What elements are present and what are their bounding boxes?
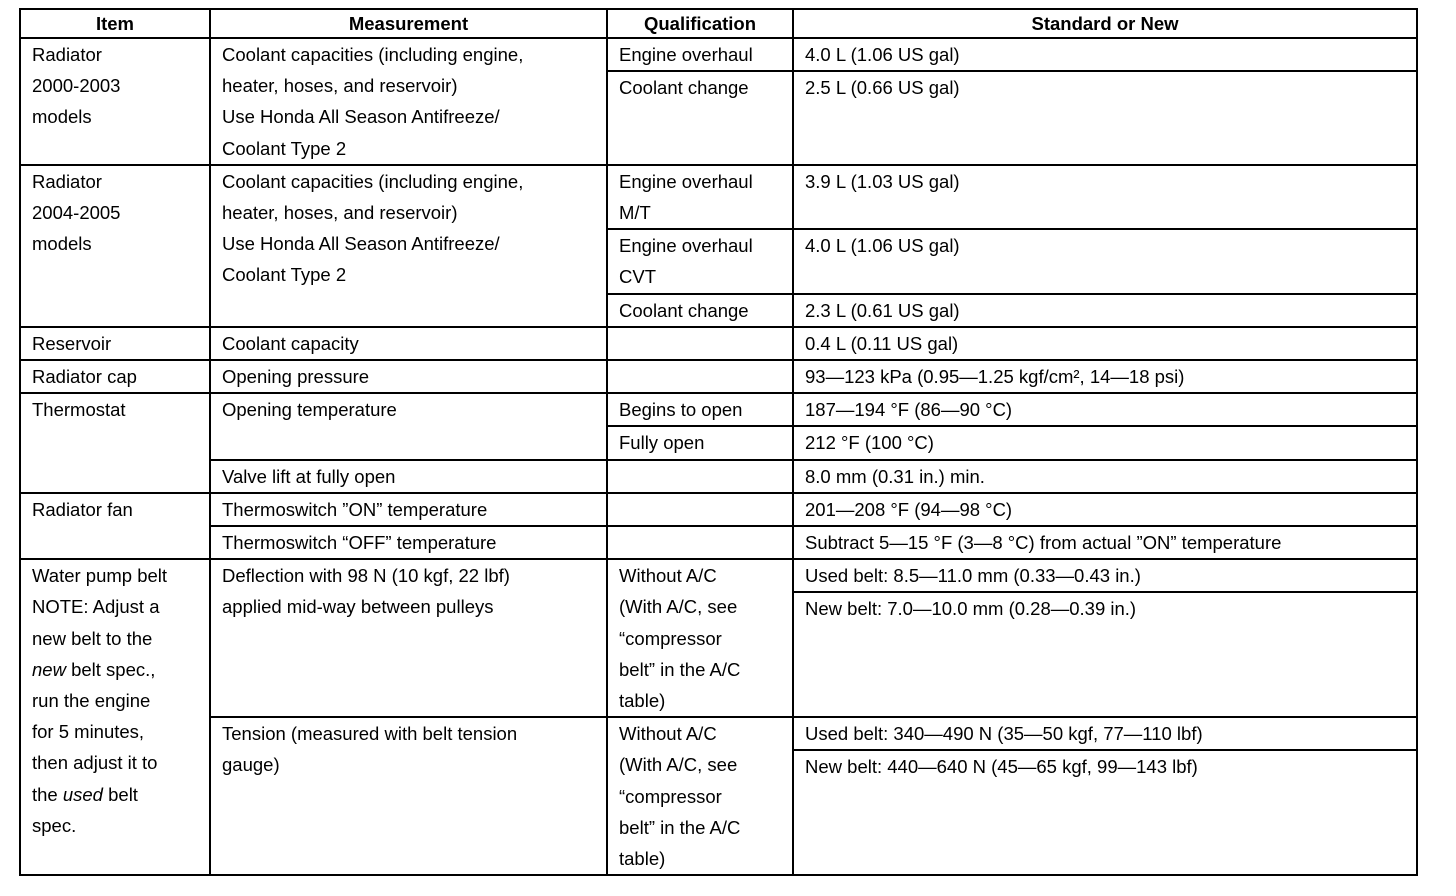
qualification-cell — [607, 460, 793, 493]
value-cell: New belt: 440—640 N (45—65 kgf, 99—143 lbf) — [793, 750, 1417, 875]
value-cell: 187—194 °F (86—90 °C) — [793, 393, 1417, 426]
qualification-cell — [607, 360, 793, 393]
measurement-cell: Coolant capacities (including engine, heater, hoses, and reservoir) Use Honda All Season Antifreeze/ Coolant Type 2 — [210, 165, 607, 327]
table-row — [20, 717, 1417, 750]
measurement-cell: Opening temperature — [210, 393, 607, 459]
measurement-cell: Thermoswitch ”ON” temperature — [210, 493, 607, 526]
item-cell: Radiator 2004-2005 models — [20, 165, 210, 327]
qualification-cell — [607, 493, 793, 526]
value-cell: Used belt: 340—490 N (35—50 kgf, 77—110 lbf) — [793, 717, 1417, 750]
qualification-cell: Engine overhaul — [607, 38, 793, 71]
qualification-cell: Engine overhaul M/T — [607, 165, 793, 229]
value-cell: New belt: 7.0—10.0 mm (0.28—0.39 in.) — [793, 592, 1417, 717]
header-measurement: Measurement — [210, 9, 607, 38]
header-qualification: Qualification — [607, 9, 793, 38]
table-row — [20, 460, 1417, 493]
table-row — [20, 38, 1417, 71]
qualification-cell: Coolant change — [607, 71, 793, 165]
item-cell: Thermostat — [20, 393, 210, 493]
cooling-spec-table — [19, 8, 1418, 876]
item-cell: Radiator fan — [20, 493, 210, 559]
measurement-cell: Coolant capacities (including engine, heater, hoses, and reservoir) Use Honda All Season Antifreeze/ Coolant Type 2 — [210, 38, 607, 165]
measurement-cell: Opening pressure — [210, 360, 607, 393]
measurement-cell: Deflection with 98 N (10 kgf, 22 lbf) applied mid-way between pulleys — [210, 559, 607, 717]
header-item: Item — [20, 9, 210, 38]
value-cell: 4.0 L (1.06 US gal) — [793, 229, 1417, 293]
measurement-cell: Coolant capacity — [210, 327, 607, 360]
table-row — [20, 559, 1417, 592]
qualification-cell: Begins to open — [607, 393, 793, 426]
table-row — [20, 327, 1417, 360]
measurement-cell: Tension (measured with belt tension gauge) — [210, 717, 607, 875]
value-cell: Subtract 5—15 °F (3—8 °C) from actual ”ON” temperature — [793, 526, 1417, 559]
value-cell: Used belt: 8.5—11.0 mm (0.33—0.43 in.) — [793, 559, 1417, 592]
item-cell: Radiator 2000-2003 models — [20, 38, 210, 165]
header-row — [20, 9, 1417, 38]
value-cell: 201—208 °F (94—98 °C) — [793, 493, 1417, 526]
value-cell: 3.9 L (1.03 US gal) — [793, 165, 1417, 229]
qualification-cell: Coolant change — [607, 294, 793, 327]
value-cell: 4.0 L (1.06 US gal) — [793, 38, 1417, 71]
qualification-cell — [607, 327, 793, 360]
value-cell: 2.5 L (0.66 US gal) — [793, 71, 1417, 165]
header-standard: Standard or New — [793, 9, 1417, 38]
qualification-cell: Without A/C (With A/C, see “compressor belt” in the A/C table) — [607, 559, 793, 717]
table-row — [20, 165, 1417, 229]
qualification-cell: Without A/C (With A/C, see “compressor belt” in the A/C table) — [607, 717, 793, 875]
value-cell: 93—123 kPa (0.95—1.25 kgf/cm², 14—18 psi) — [793, 360, 1417, 393]
value-cell: 8.0 mm (0.31 in.) min. — [793, 460, 1417, 493]
table-row — [20, 360, 1417, 393]
qualification-cell: Engine overhaul CVT — [607, 229, 793, 293]
item-cell: Water pump belt NOTE: Adjust a new belt to the new belt spec., run the engine for 5 minutes, then adjust it to the used belt spec. — [20, 559, 210, 875]
qualification-cell — [607, 526, 793, 559]
item-cell: Radiator cap — [20, 360, 210, 393]
table-row — [20, 493, 1417, 526]
measurement-cell: Thermoswitch “OFF” temperature — [210, 526, 607, 559]
qualification-cell: Fully open — [607, 426, 793, 459]
table-row — [20, 526, 1417, 559]
table-row — [20, 393, 1417, 426]
value-cell: 2.3 L (0.61 US gal) — [793, 294, 1417, 327]
measurement-cell: Valve lift at fully open — [210, 460, 607, 493]
item-cell: Reservoir — [20, 327, 210, 360]
value-cell: 0.4 L (0.11 US gal) — [793, 327, 1417, 360]
value-cell: 212 °F (100 °C) — [793, 426, 1417, 459]
